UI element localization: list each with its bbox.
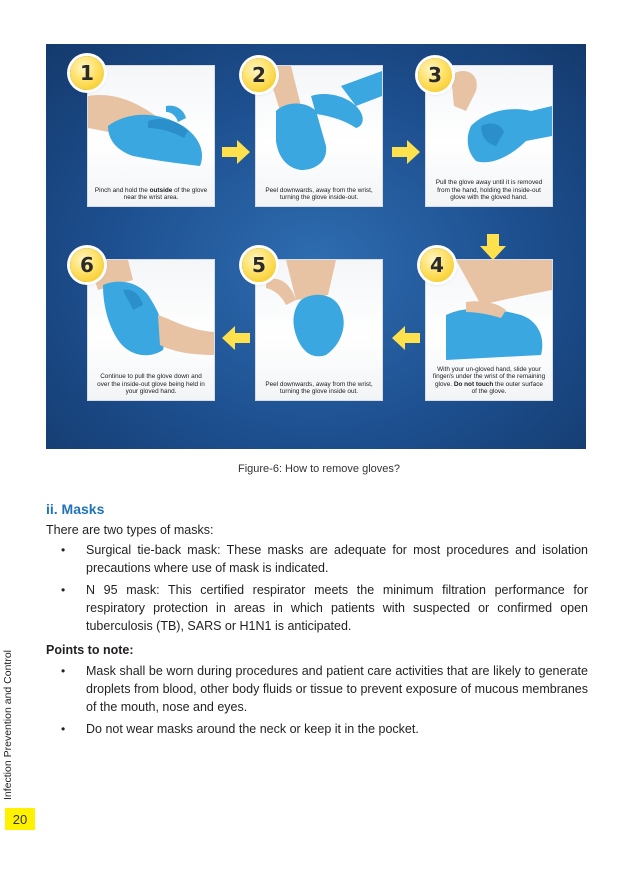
glove-pinch-illustration	[88, 66, 214, 171]
arrow-right-icon	[222, 140, 250, 164]
step-panel-2	[256, 66, 382, 206]
figure-caption: Figure-6: How to remove gloves?	[237, 463, 400, 475]
step-caption-6: Continue to pull the glove down and over the inside-out glove being held in your gloved hand.	[97, 373, 205, 396]
list-item-text: Do not wear masks around the neck or keep it in the pocket.	[86, 722, 419, 736]
glove-peel-second-illustration	[256, 260, 382, 365]
list-item	[60, 541, 588, 577]
points-title: Points to note:	[46, 643, 134, 657]
glove-removal-figure	[46, 44, 586, 449]
list-item-text: Surgical tie-back mask: These masks are adequate for most procedures and isolation precautions where use of mask is indicated.	[86, 543, 588, 575]
page-number: 20	[5, 808, 35, 830]
step-badge-2: 2	[242, 58, 276, 92]
bullet: •	[61, 543, 66, 557]
glove-pull-over-illustration	[88, 260, 214, 365]
arrow-left-icon	[392, 326, 420, 350]
step-caption-3: Pull the glove away until it is removed from the hand, holding the inside-out glove with the gloved hand.	[435, 179, 543, 202]
mask-types-list	[60, 541, 588, 639]
list-item	[60, 720, 588, 738]
step-badge-4: 4	[420, 248, 454, 282]
bullet: •	[61, 722, 66, 736]
step-panel-5	[256, 260, 382, 400]
arrow-right-icon	[392, 140, 420, 164]
list-item	[60, 581, 588, 635]
list-item-text: N 95 mask: This certified respirator meets the minimum filtration performance for respiratory protection in areas in which patients with suspected or confirmed open tuberculosis (TB), SARS or H1N1 is anticipated.	[86, 583, 588, 633]
step-badge-5: 5	[242, 248, 276, 282]
arrow-left-icon	[222, 326, 250, 350]
step-badge-3: 3	[418, 58, 452, 92]
bullet: •	[61, 664, 66, 678]
side-running-header: Infection Prevention and Control	[2, 649, 14, 800]
step-panel-6	[88, 260, 214, 400]
step-badge-1: 1	[70, 56, 104, 90]
step-caption-2: Peel downwards, away from the wrist, turning the glove inside-out.	[265, 186, 373, 202]
step-badge-6: 6	[70, 248, 104, 282]
bullet: •	[61, 583, 66, 597]
step-panel-4	[426, 260, 552, 400]
step-caption-4: With your un-gloved hand, slide your finger/s under the wrist of the remaining glove. Do not touch the outer surface of the glove.	[432, 365, 546, 396]
list-item	[60, 662, 588, 716]
step-panel-1	[88, 66, 214, 206]
step-caption-5: Peel downwards, away from the wrist, turning the glove inside out.	[265, 380, 373, 396]
section-intro: There are two types of masks:	[46, 523, 214, 537]
list-item-text: Mask shall be worn during procedures and patient care activities that are likely to generate droplets from blood, other body fluids or tissue to prevent exposure of mucous membranes of the mouth, nose and eyes.	[86, 664, 588, 714]
arrow-down-icon	[480, 234, 506, 260]
step-caption-1: Pinch and hold the outside of the glove near the wrist area.	[94, 186, 208, 202]
points-list	[60, 662, 588, 742]
glove-peel-illustration	[256, 66, 382, 171]
section-title: ii. Masks	[46, 501, 105, 517]
